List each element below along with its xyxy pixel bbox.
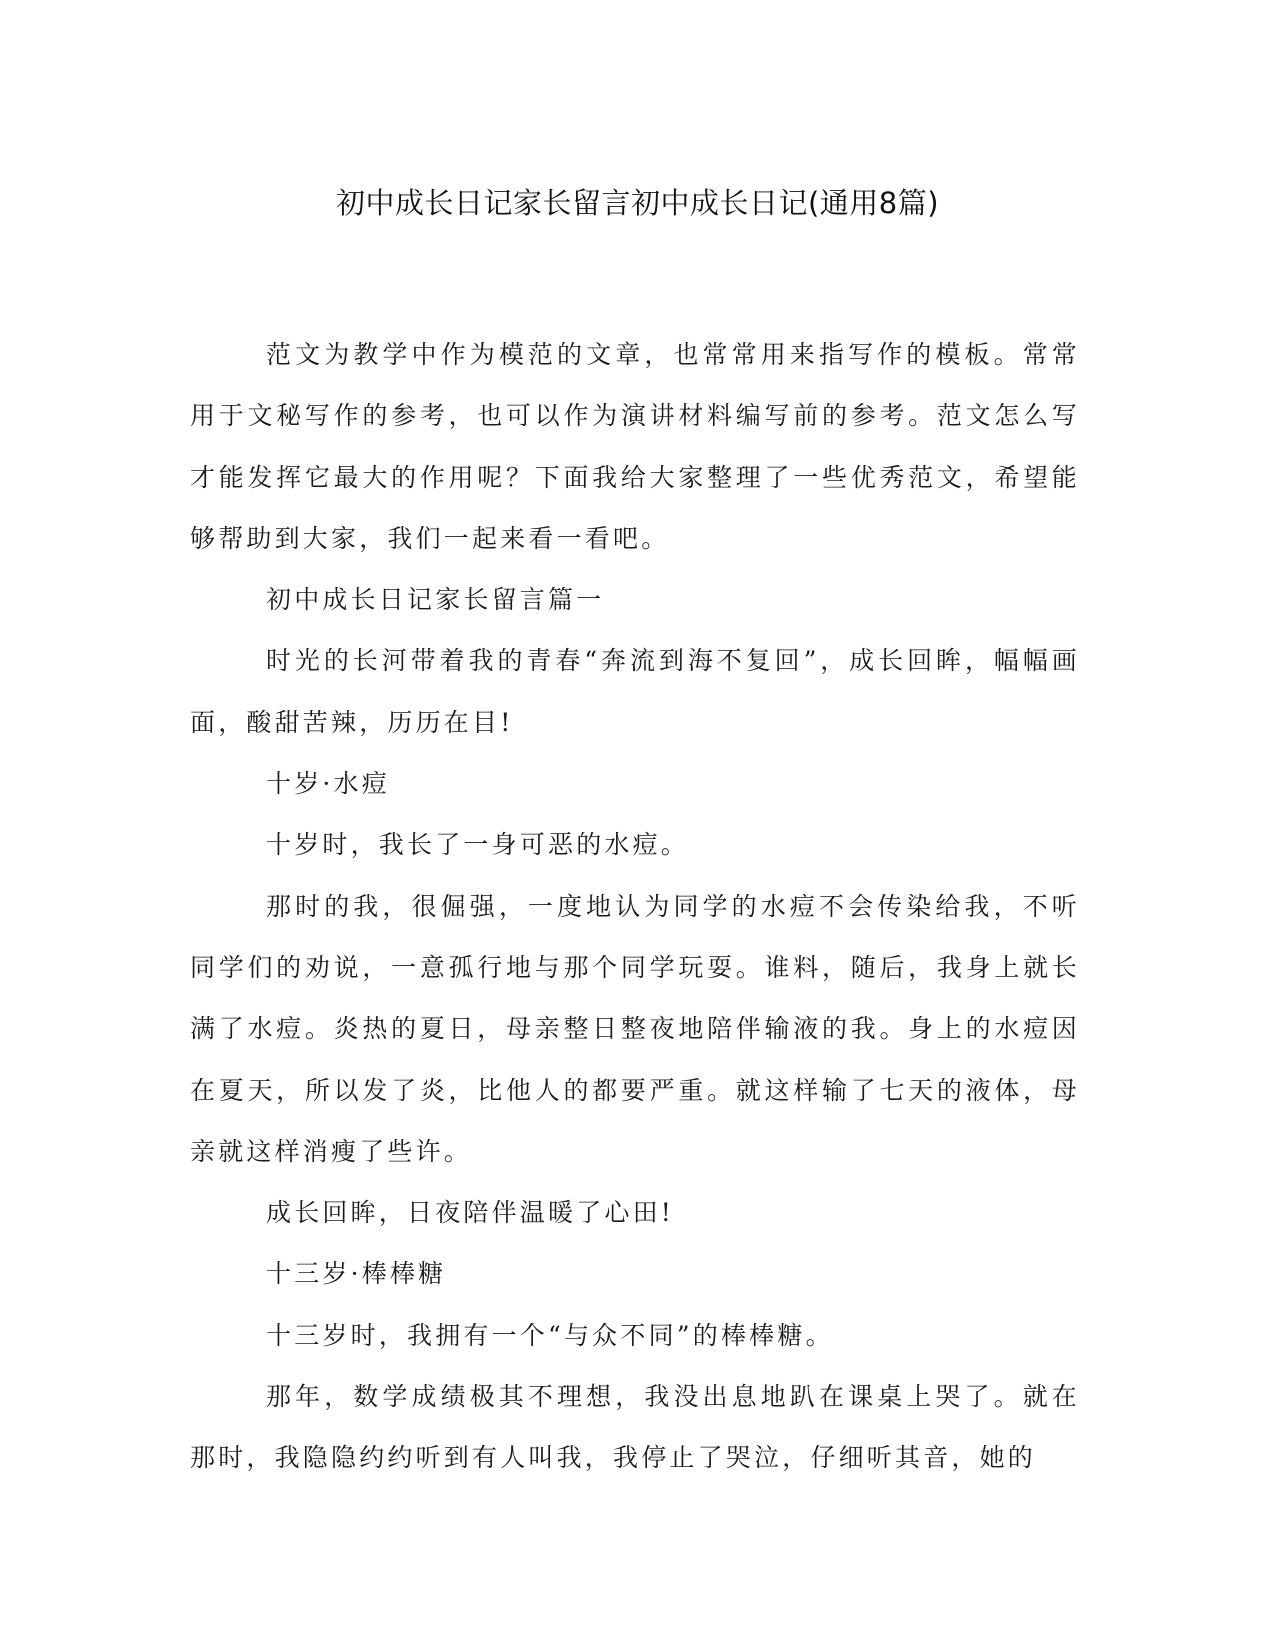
body-paragraph: 十三岁时，我拥有一个“与众不同”的棒棒糖。: [266, 1320, 834, 1350]
subsection-heading: 十三岁·棒棒糖: [266, 1259, 447, 1289]
body-paragraph: 那年，数学成绩极其不理想，我没出息地趴在课桌上哭了。就在那时，我隐隐约约听到有人叫我，我停止了哭泣，仔细听其音，她的: [190, 1382, 1080, 1473]
body-paragraph: 成长回眸，日夜陪伴温暖了心田!: [266, 1198, 675, 1228]
body-paragraph: 那时的我，很倔强，一度地认为同学的水痘不会传染给我，不听同学们的劝说，一意孤行地与那个同学玩耍。谁料，随后，我身上就长满了水痘。炎热的夏日，母亲整日整夜地陪伴输液的我。身上的水痘因在夏天，所以发了炎，比他人的都要严重。就这样输了七天的液体，母亲就这样消瘦了些许。: [190, 891, 1080, 1166]
subsection-heading: 十岁·水痘: [266, 769, 390, 799]
document-title: 初中成长日记家长留言初中成长日记(通用8篇): [335, 186, 940, 220]
intro-paragraph: 范文为教学中作为模范的文章，也常常用来指写作的模板。常常用于文秘写作的参考，也可以作为演讲材料编写前的参考。范文怎么写才能发挥它最大的作用呢？下面我给大家整理了一些优秀范文，希望能够帮助到大家，我们一起来看一看吧。: [190, 340, 1080, 553]
body-paragraph: 时光的长河带着我的青春“奔流到海不复回”，成长回眸，幅幅画面，酸甜苦辣，历历在目!: [190, 646, 1080, 737]
document-body: [190, 324, 1080, 1489]
body-paragraph: 十岁时，我长了一身可恶的水痘。: [266, 830, 690, 860]
section-heading: 初中成长日记家长留言篇一: [266, 585, 605, 615]
